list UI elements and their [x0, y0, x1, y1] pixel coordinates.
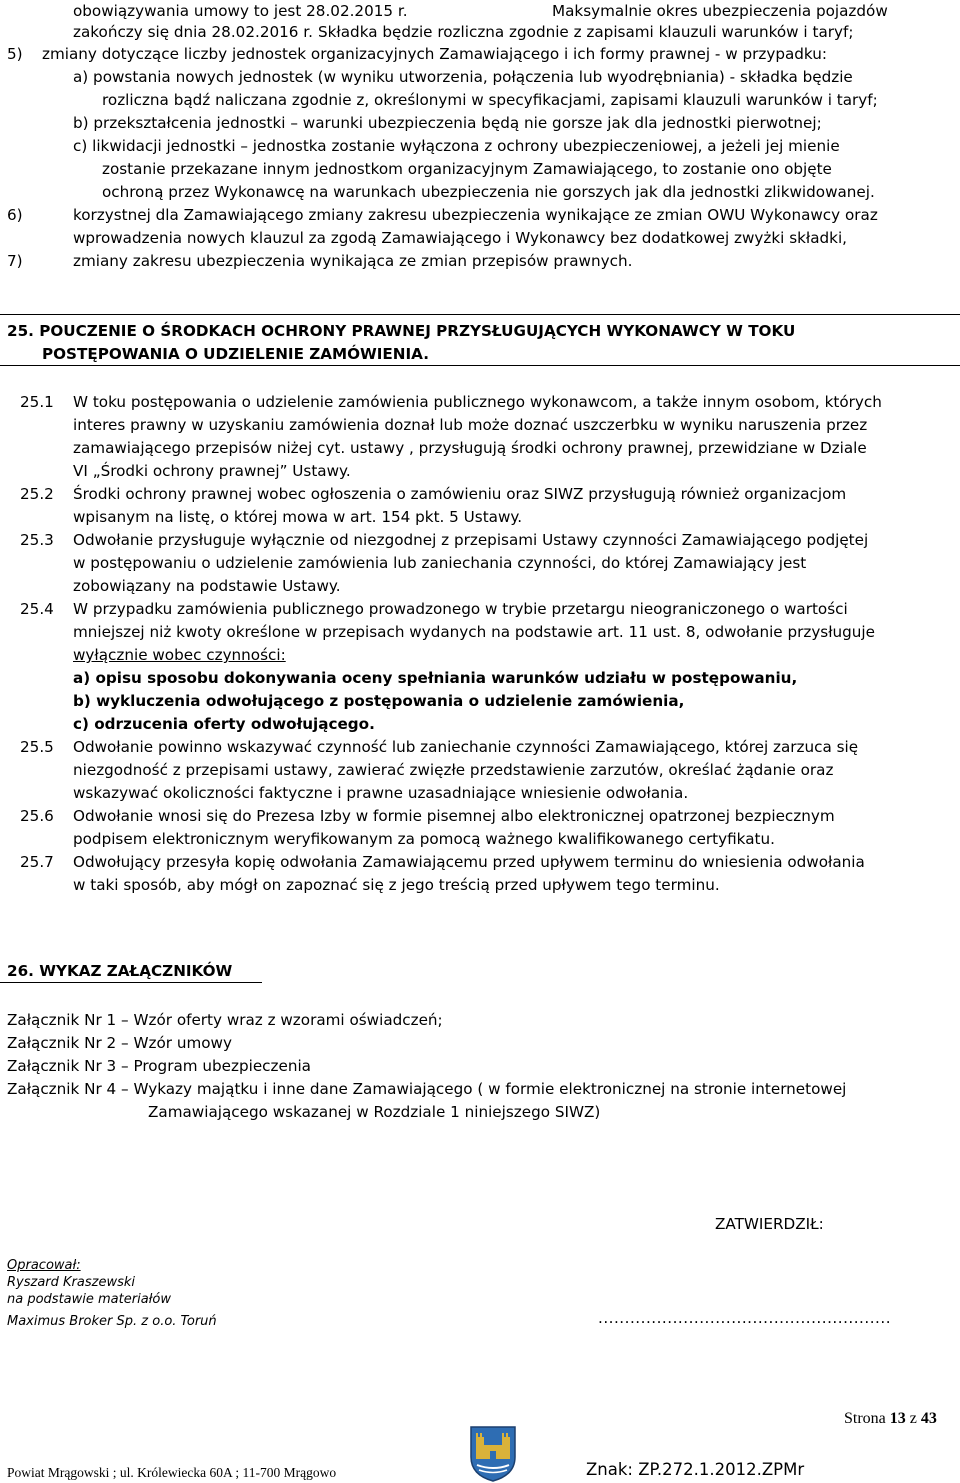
section-rule: [0, 365, 960, 366]
section-title: 26. WYKAZ ZAŁĄCZNIKÓW: [7, 962, 233, 980]
author-name: Ryszard Kraszewski: [7, 1275, 135, 1290]
page-number: Strona 13 z 43: [844, 1410, 937, 1427]
text-line: podpisem elektronicznym weryfikowanym za pomocą ważnego kwalifikowanego certyfikatu.: [73, 830, 775, 848]
text-line: zobowiązany na podstawie Ustawy.: [73, 577, 341, 595]
text-line: W przypadku zamówienia publicznego prowadzonego w trybie przetargu nieograniczonego o wartości: [73, 600, 848, 618]
section-underline: [0, 982, 262, 983]
text-line: a) opisu sposobu dokonywania oceny spełniania warunków udziału w postępowaniu,: [73, 669, 798, 687]
paragraph-number: 25.7: [20, 853, 54, 871]
text-line: zmiany zakresu ubezpieczenia wynikająca ze zmian przepisów prawnych.: [73, 252, 633, 270]
text-line: wpisanym na listę, o której mowa w art. 154 pkt. 5 Ustawy.: [73, 508, 523, 526]
text-line: niezgodność z przepisami ustawy, zawierać zwięzłe przedstawienie zarzutów, określać żądanie oraz: [73, 761, 834, 779]
text-line: wyłącznie wobec czynności:: [73, 646, 286, 664]
section-title: POSTĘPOWANIA O UDZIELENIE ZAMÓWIENIA.: [42, 345, 429, 363]
footer-address: Powiat Mrągowski ; ul. Królewiecka 60A ; 11-700 Mrągowo: [7, 1465, 337, 1480]
paragraph-number: 25.2: [20, 485, 54, 503]
text-line: b) przekształcenia jednostki – warunki ubezpieczenia będą nie gorsze jak dla jednostki pierwotnej;: [73, 114, 822, 132]
approval-label: ZATWIERDZIŁ:: [715, 1215, 824, 1233]
text-line: zakończy się dnia 28.02.2016 r.: [73, 23, 313, 41]
county-crest-logo: [467, 1423, 519, 1483]
list-item: Załącznik Nr 3 – Program ubezpieczenia: [7, 1057, 311, 1075]
text-line: ochroną przez Wykonawcę na warunkach ubezpieczenia nie gorszych jak dla jednostki zlikwidowanej.: [102, 183, 875, 201]
author-company: Maximus Broker Sp. z o.o. Toruń: [7, 1314, 217, 1329]
text-line: Odwołanie przysługuje wyłącznie od niezgodnej z przepisami Ustawy czynności Zamawiającego podjętej: [73, 531, 869, 549]
text-line: Środki ochrony prawnej wobec ogłoszenia o zamówieniu oraz SIWZ przysługują również organizacjom: [73, 485, 847, 503]
text-line: Maksymalnie okres ubezpieczenia pojazdów: [552, 2, 888, 20]
text-line: Odwołanie wnosi się do Prezesa Izby w formie pisemnej albo elektronicznej opatrzonej bezpiecznym: [73, 807, 835, 825]
text-line: korzystnej dla Zamawiającego zmiany zakresu ubezpieczenia wynikające ze zmian OWU Wykonawcy oraz: [73, 206, 878, 224]
text-line: wskazywać okoliczności faktyczne i prawne uzasadniające wniesienie odwołania.: [73, 784, 689, 802]
document-reference: Znak: ZP.272.1.2012.ZPMr: [586, 1460, 805, 1479]
text-line: a) powstania nowych jednostek (w wyniku utworzenia, połączenia lub wyodrębniania) - składka będzie: [73, 68, 853, 86]
signature-line: .......................................................: [598, 1309, 892, 1327]
paragraph-number: 25.4: [20, 600, 54, 618]
list-number: 7): [7, 252, 23, 270]
text-line: mniejszej niż kwoty określone w przepisach wydanych na podstawie art. 11 ust. 8, odwołanie przysługuje: [73, 623, 875, 641]
list-number: 6): [7, 206, 23, 224]
list-item: Załącznik Nr 1 – Wzór oferty wraz z wzorami oświadczeń;: [7, 1011, 443, 1029]
text-line: w taki sposób, aby mógł on zapoznać się z jego treścią przed upływem tego terminu.: [73, 876, 720, 894]
text-line: c) likwidacji jednostki – jednostka zostanie wyłączona z ochrony ubezpieczeniowej, a jeżeli jej mienie: [73, 137, 840, 155]
text-line: c) odrzucenia oferty odwołującego.: [73, 715, 375, 733]
text-line: obowiązywania umowy to jest 28.02.2015 r.: [73, 2, 408, 20]
text-line: w postępowaniu o udzielenie zamówienia lub zaniechania czynności, do której Zamawiający jest: [73, 554, 807, 572]
text-line: interes prawny w uzyskaniu zamówienia doznał lub może doznać uszczerbku w wyniku naruszenia przez: [73, 416, 868, 434]
section-title: 25. POUCZENIE O ŚRODKACH OCHRONY PRAWNEJ PRZYSŁUGUJĄCYCH WYKONAWCY W TOKU: [7, 322, 796, 340]
prepared-by-label: Opracował:: [7, 1258, 81, 1273]
text-line: zamawiającego przepisów niżej cyt. ustawy , przysługują środki ochrony prawnej, przewidziane w Dziale: [73, 439, 867, 457]
text-line: VI „Środki ochrony prawnej” Ustawy.: [73, 462, 351, 480]
text-line: wprowadzenia nowych klauzul za zgodą Zamawiającego i Wykonawcy bez dodatkowej zwyżki składki,: [73, 229, 848, 247]
text-line: Odwołanie powinno wskazywać czynność lub zaniechanie czynności Zamawiającego, której zarzuca się: [73, 738, 859, 756]
list-item-continuation: Zamawiającego wskazanej w Rozdziale 1 niniejszego SIWZ): [148, 1103, 601, 1121]
list-item: Załącznik Nr 2 – Wzór umowy: [7, 1034, 232, 1052]
section-rule: [0, 314, 960, 315]
paragraph-number: 25.1: [20, 393, 54, 411]
text-line: b) wykluczenia odwołującego z postępowania o udzielenie zamówienia,: [73, 692, 685, 710]
text-line: zostanie przekazane innym jednostkom organizacyjnym Zamawiającego, to zostanie ono objęte: [102, 160, 832, 178]
list-number: 5): [7, 45, 23, 63]
paragraph-number: 25.6: [20, 807, 54, 825]
text-line: W toku postępowania o udzielenie zamówienia publicznego wykonawcom, a także innym osobom, których: [73, 393, 882, 411]
text-line: zmiany dotyczące liczby jednostek organizacyjnych Zamawiającego i ich formy prawnej - w przypadku:: [42, 45, 827, 63]
text-line: rozliczna bądź naliczana zgodnie z, określonymi w specyfikacjami, zapisami klauzuli warunków i taryf;: [102, 91, 878, 109]
paragraph-number: 25.5: [20, 738, 54, 756]
text-line: Składka będzie rozliczna zgodnie z zapisami klauzuli warunków i taryf;: [318, 23, 854, 41]
list-item: Załącznik Nr 4 – Wykazy majątku i inne dane Zamawiającego ( w formie elektronicznej na stronie internetowej: [7, 1080, 847, 1098]
text-line: Odwołujący przesyła kopię odwołania Zamawiającemu przed upływem terminu do wniesienia odwołania: [73, 853, 865, 871]
author-basis: na podstawie materiałów: [7, 1292, 171, 1307]
paragraph-number: 25.3: [20, 531, 54, 549]
